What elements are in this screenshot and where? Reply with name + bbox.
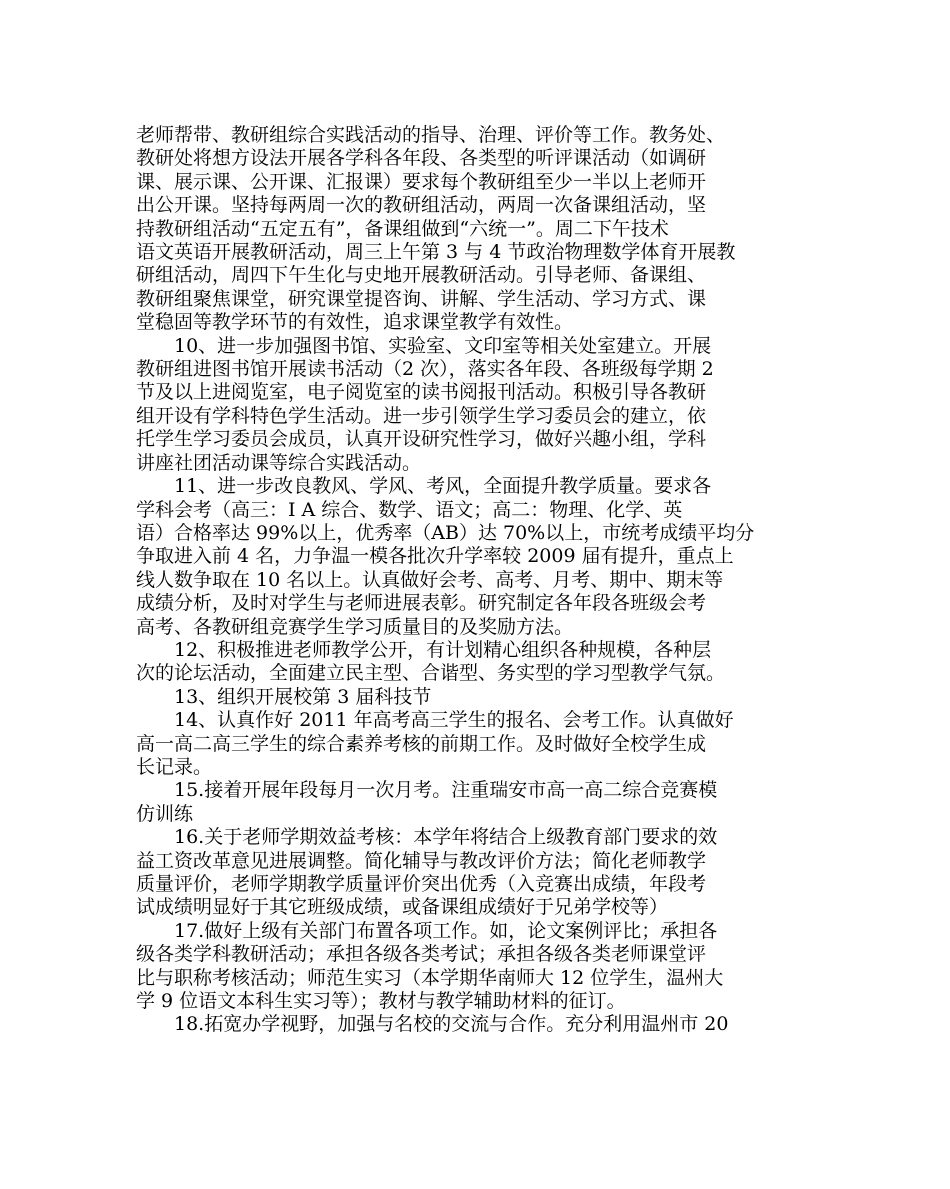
text-line: 高考、各教研组竞赛学生学习质量目的及奖励方法。 — [136, 615, 574, 638]
text-line: 成绩分析，及时对学生与老师进展表彰。研究制定各年段各班级会考 — [136, 592, 707, 615]
text-line: 长记录。 — [136, 755, 213, 778]
text-line: 托学生学习委员会成员，认真开设研究性学习，做好兴趣小组，学科 — [136, 428, 707, 451]
paragraph-11-start: 11、进一步改良教风、学风、考风，全面提升教学质量。要求各 — [174, 475, 712, 498]
text-line: 仿训练 — [136, 802, 194, 825]
text-line: 线人数争取在 10 名以上。认真做好会考、高考、月考、期中、期末等 — [136, 568, 724, 591]
paragraph-17-start: 17.做好上级有关部门布置各项工作。如，论文案例评比；承担各 — [174, 919, 718, 942]
document-body — [136, 124, 826, 1037]
paragraph-14-start: 14、认真作好 2011 年高考高三学生的报名、会考工作。认真做好 — [174, 709, 734, 732]
text-line: 教研处将想方设法开展各学科各年段、各类型的听评课活动（如调研 — [136, 147, 707, 170]
text-line: 持教研组活动“五定五有”，备课组做到“六统一”。周二下午技术 — [136, 217, 669, 240]
text-line: 学 9 位语文本科生实习等）；教材与教学辅助材料的征订。 — [136, 990, 626, 1013]
text-line: 讲座社团活动课等综合实践活动。 — [136, 451, 422, 474]
text-line: 比与职称考核活动；师范生实习（本学期华南师大 12 位学生，温州大 — [136, 966, 724, 989]
paragraph-12-start: 12、积极推进老师教学公开，有计划精心组织各种规模，各种层 — [174, 638, 712, 661]
paragraph-16-start: 16.关于老师学期效益考核：本学年将结合上级教育部门要求的效 — [174, 826, 718, 849]
text-line: 研组活动，周四下午生化与史地开展教研活动。引导老师、备课组、 — [136, 264, 707, 287]
text-line: 教研组进图书馆开展读书活动（2 次），落实各年段、各班级每学期 2 — [136, 358, 714, 381]
text-line: 出公开课。坚持每两周一次的教研组活动，两周一次备课组活动，坚 — [136, 194, 707, 217]
text-line: 语文英语开展教研活动，周三上午第 3 与 4 节政治物理数学体育开展教 — [136, 241, 736, 264]
text-line: 堂稳固等教学环节的有效性，追求课堂教学有效性。 — [136, 311, 574, 334]
text-line: 节及以上进阅览室，电子阅览室的读书阅报刊活动。积极引导各教研 — [136, 381, 707, 404]
paragraph-10-start: 10、进一步加强图书馆、实验室、文印室等相关处室建立。开展 — [174, 334, 712, 357]
text-line: 次的论坛活动，全面建立民主型、合谐型、务实型的学习型教学气氛。 — [136, 662, 726, 685]
text-line: 语）合格率达 99%以上，优秀率（AB）达 70%以上，市统考成绩平均分 — [136, 521, 755, 544]
text-line: 课、展示课、公开课、汇报课）要求每个教研组至少一半以上老师开 — [136, 170, 707, 193]
text-line: 学科会考（高三：Ⅰ A 综合、数学、语文；高二：物理、化学、英 — [136, 498, 683, 521]
text-line: 教研组聚焦课堂，研究课堂提咨询、讲解、学生活动、学习方式、课 — [136, 287, 707, 310]
text-line: 组开设有学科特色学生活动。进一步引领学生学习委员会的建立，依 — [136, 404, 707, 427]
text-line: 高一高二高三学生的综合素养考核的前期工作。及时做好全校学生成 — [136, 732, 707, 755]
text-line: 试成绩明显好于其它班级成绩，或备课组成绩好于兄弟学校等） — [136, 896, 669, 919]
text-line: 质量评价，老师学期教学质量评价突出优秀（入竞赛出成绩，年段考 — [136, 873, 707, 895]
text-line: 级各类学科教研活动；承担各级各类考试；承担各级各类老师课堂评 — [136, 943, 707, 966]
paragraph-15-start: 15.接着开展年段每月一次月考。注重瑞安市高一高二综合竞赛模 — [174, 779, 718, 802]
text-line: 益工资改革意见进展调整。简化辅导与教改评价方法；简化老师教学 — [136, 849, 707, 872]
paragraph-18-start: 18.拓宽办学视野，加强与名校的交流与合作。充分利用温州市 20 — [174, 1013, 729, 1036]
paragraph-13: 13、组织开展校第 3 届科技节 — [174, 685, 432, 708]
text-line: 老师帮带、教研组综合实践活动的指导、治理、评价等工作。教务处、 — [136, 124, 726, 146]
text-line: 争取进入前 4 名，力争温一模各批次升学率较 2009 届有提升，重点上 — [136, 545, 734, 568]
